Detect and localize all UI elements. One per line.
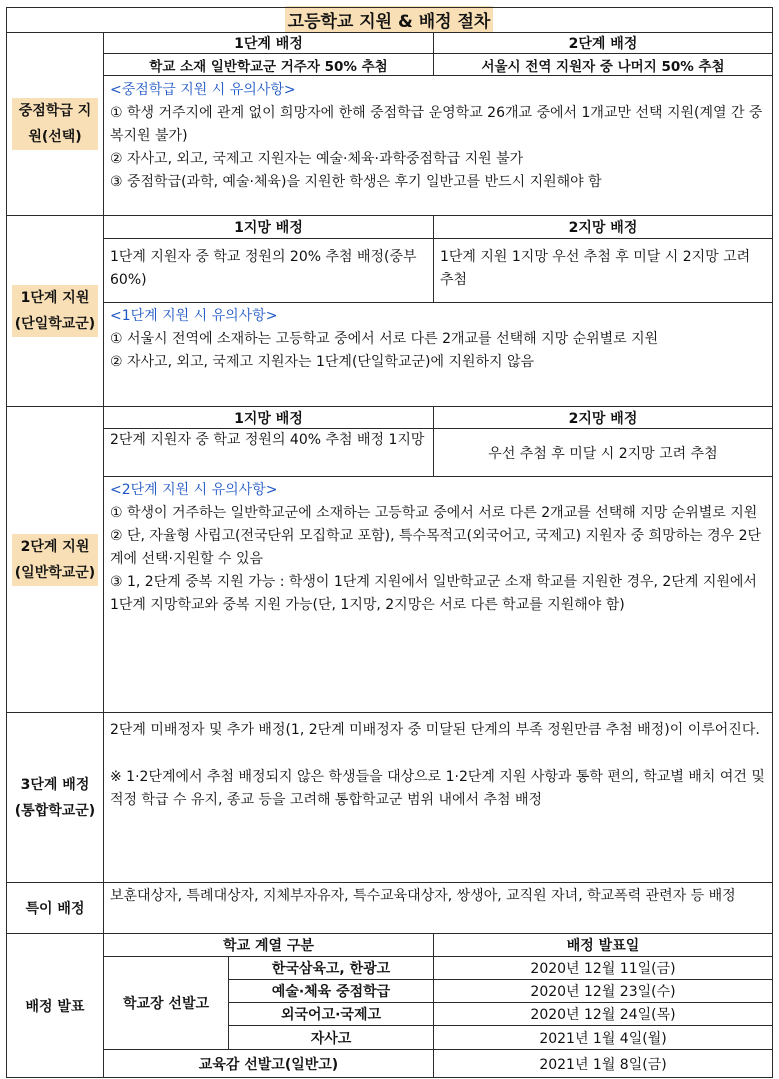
- stage2-notes: [110, 479, 766, 617]
- stage2-note-2: ② 단, 자율형 사립고(전국단위 모집학교 포함), 특수목적고(외국어고, 국제고) 지원자 중 희망하는 경우 2단계에 선택·지원할 수 있음: [110, 528, 762, 567]
- stage1-choice1-header: 1지망 배정: [234, 220, 303, 236]
- stage1-choice2-header: 2지망 배정: [568, 220, 638, 236]
- stage1-choice2-desc: 1단계 지원 1지망 우선 추첨 후 미달 시 2지망 고려 추첨: [440, 249, 751, 288]
- stage2-note-1: ① 학생이 거주하는 일반학교군에 소재하는 고등학교 중에서 서로 다른 2개교를 선택해 지망 순위별로 지원: [110, 505, 758, 521]
- announce-col-date: 배정 발표일: [566, 938, 640, 954]
- announce-row-3-type: 외국어고·국제고: [281, 1007, 381, 1023]
- stage2-choice1-desc: 2단계 지원자 중 학교 정원의 40% 추첨 배정 1지망: [110, 432, 425, 448]
- label-stage2-text: 2단계 지원(일반학교군): [12, 534, 98, 586]
- announce-group-label: 학교장 선발고: [122, 996, 210, 1012]
- stage3-remark: ※ 1·2단계에서 추첨 배정되지 않은 학생들을 대상으로 1·2단계 지원 사항과 통학 편의, 학교별 배치 여건 및 적정 학급 수 유지, 종교 등을 고려해 통합학교군 범위 내에서 추첨 배정: [110, 769, 765, 808]
- stage2-notes-title: <2단계 지원 시 유의사항>: [110, 482, 278, 498]
- stage1-notes-title: <1단계 지원 시 유의사항>: [110, 308, 278, 324]
- document-title-row: [6, 7, 772, 32]
- label-stage2: [7, 407, 103, 712]
- stage1-note-1: ① 서울시 전역에 소재하는 고등학교 중에서 서로 다른 2개교를 선택해 지망 순위별로 지원: [110, 331, 659, 347]
- announce-row-1-date: 2020년 12월 11일(금): [530, 961, 676, 977]
- special-note-3: ③ 중점학급(과학, 예술·체육)을 지원한 학생은 후기 일반고를 반드시 지원해야 함: [110, 174, 602, 190]
- special-notes-title: <중점학급 지원 시 유의사항>: [110, 82, 296, 98]
- document-title: 고등학교 지원 & 배정 절차: [285, 6, 494, 33]
- announce-row-2-type: 예술·체육 중점학급: [271, 984, 391, 1000]
- stage1-note-2: ② 자사고, 외고, 국제고 지원자는 1단계(단일학교군)에 지원하지 않음: [110, 354, 535, 370]
- special-stage1-desc: 학교 소재 일반학교군 거주자 50% 추첨: [149, 58, 388, 75]
- special-note-1: ① 학생 거주지에 관계 없이 희망자에 한해 중점학급 운영학교 26개교 중에서 1개교만 선택 지원(계열 간 중복지원 불가): [110, 105, 763, 144]
- label-special-class-text: 중점학급 지원(선택): [12, 98, 98, 150]
- announce-row-4-date: 2021년 1월 4일(월): [539, 1030, 667, 1047]
- stage2-choice1-header: 1지망 배정: [234, 410, 303, 427]
- stage2-choice2-desc: 우선 추첨 후 미달 시 2지망 고려 추첨: [488, 445, 718, 462]
- label-stage3-text: 3단계 배정(통합학교군): [14, 776, 96, 819]
- special-stage2-header: 2단계 배정: [568, 36, 638, 52]
- stage1-notes: [110, 305, 766, 374]
- special-note-2: ② 자사고, 외고, 국제고 지원자는 예술·체육·과학중점학급 지원 불가: [110, 151, 524, 167]
- stage1-choice1-desc: 1단계 지원자 중 학교 정원의 20% 추첨 배정(중부 60%): [110, 249, 417, 288]
- stage3-content: [110, 719, 766, 812]
- label-special-assign: 특이 배정: [25, 901, 85, 917]
- stage2-choice2-header: 2지망 배정: [568, 410, 638, 427]
- special-stage1-header: 1단계 배정: [234, 36, 303, 52]
- label-stage1-text: 1단계 지원(단일학교군): [12, 285, 98, 337]
- special-assign-desc: 보훈대상자, 특례대상자, 지체부자유자, 특수교육대상자, 쌍생아, 교직원 자녀, 학교폭력 관련자 등 배정: [110, 888, 736, 904]
- special-notes: [110, 79, 766, 194]
- announce-last-date: 2021년 1월 8일(금): [539, 1056, 667, 1073]
- label-announce: 배정 발표: [25, 998, 85, 1015]
- announce-row-1-type: 한국삼육고, 한광고: [271, 961, 391, 977]
- label-stage3: [7, 713, 103, 882]
- stage2-note-3: ③ 1, 2단계 중복 지원 가능 : 학생이 1단계 지원에서 일반학교군 소재 학교를 지원한 경우, 2단계 지원에서 1단계 지망학교와 중복 지원 가능(단, 1지망, 2지망은 서로 다른 학교를 지원해야 함): [110, 574, 757, 613]
- announce-row-3-date: 2020년 12월 24일(목): [530, 1007, 676, 1023]
- special-stage2-desc: 서울시 전역 지원자 중 나머지 50% 추첨: [481, 58, 725, 75]
- announce-last-type: 교육감 선발고(일반고): [198, 1056, 339, 1073]
- announce-row-2-date: 2020년 12월 23일(수): [530, 984, 676, 1000]
- stage3-desc: 2단계 미배정자 및 추가 배정(1, 2단계 미배정자 중 미달된 단계의 부족 정원만큼 추첨 배정)이 이루어진다.: [110, 722, 760, 738]
- label-stage1: [7, 216, 103, 406]
- announce-col-type: 학교 계열 구분: [223, 938, 314, 954]
- label-special-class: [7, 33, 103, 215]
- announce-row-4-type: 자사고: [310, 1030, 352, 1047]
